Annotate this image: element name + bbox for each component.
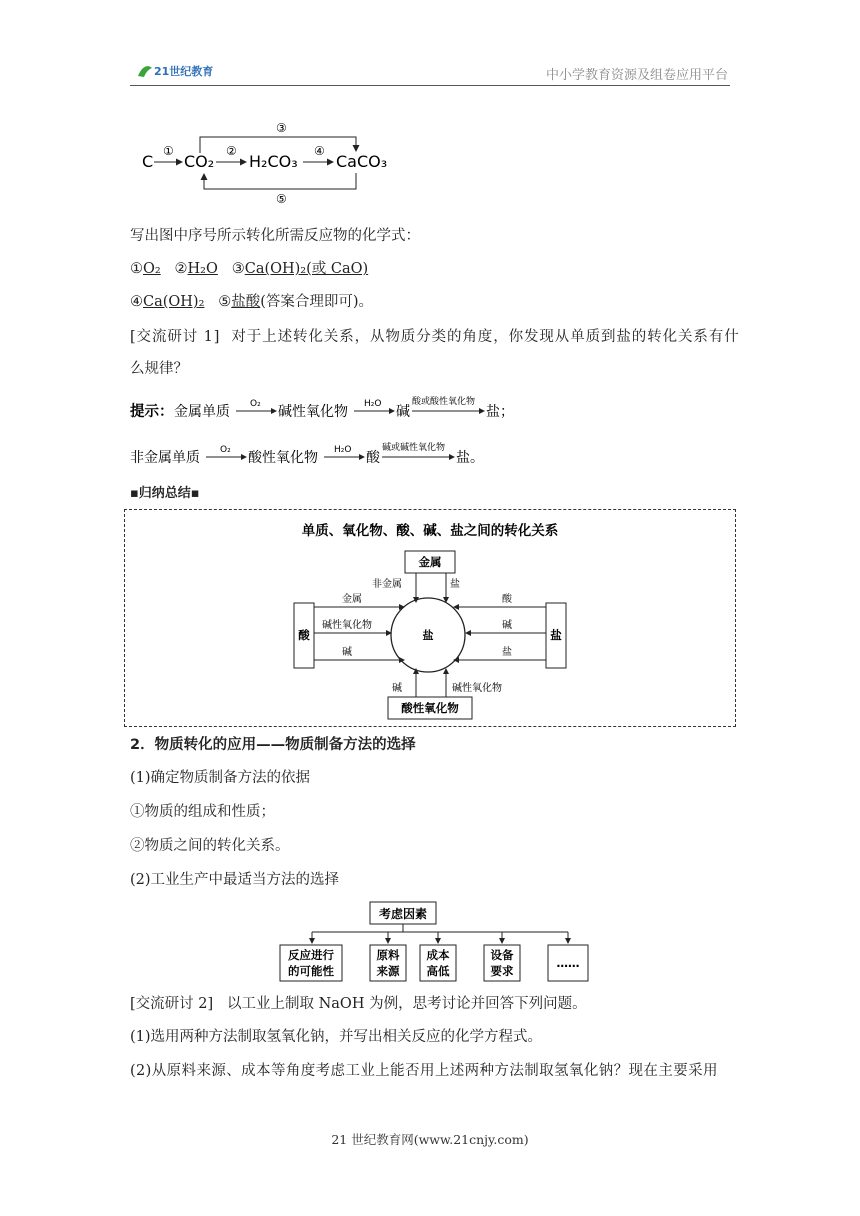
scheme-step-1: ①	[163, 144, 174, 158]
label-left-3: 碱	[342, 647, 352, 658]
scheme-c: C	[142, 152, 154, 171]
factor-1-line-2: 的可能性	[288, 964, 334, 978]
center-salt-label: 盐	[422, 629, 434, 642]
factor-2-line-1: 原料	[376, 948, 400, 962]
page-footer: 21 世纪教育网(www.21cnjy.com)	[331, 1132, 529, 1147]
hint-o2-2: O₂	[220, 445, 231, 455]
hint-metal-single: 金属单质	[174, 404, 230, 420]
label-top-left: 非金属	[372, 579, 402, 590]
header-divider	[130, 85, 730, 86]
factor-3-line-2: 高低	[426, 964, 450, 978]
research-2-q1: (1)选用两种方法制取氢氧化钠，并写出相关反应的化学方程式。	[130, 1029, 543, 1045]
scheme-step-2: ②	[226, 144, 237, 158]
research-1-line-1: [交流研讨 1] 对于上述转化关系，从物质分类的角度，你发现从单质到盐的转化关系有什	[130, 329, 740, 345]
question-intro: 写出图中序号所示转化所需反应物的化学式：	[130, 228, 420, 244]
scheme-step-3-num4: ④	[314, 144, 325, 158]
answers-line-1: ①O₂ ②H₂O ③Ca(OH)₂(或 CaO)	[130, 261, 369, 277]
label-bottom-left: 碱	[392, 683, 402, 694]
hint-salt-2: 盐。	[456, 450, 484, 466]
hint-label: 提示：	[130, 404, 174, 420]
scheme-step-5: ⑤	[276, 192, 287, 206]
hint-basic-oxide: 碱性氧化物	[278, 404, 348, 420]
svg-text:21世纪教育: 21世纪教育	[154, 65, 214, 78]
hint-metal-pathway	[130, 392, 530, 426]
factors-tree	[270, 896, 600, 986]
research-2-intro: [交流研讨 2] 以工业上制取 NaOH 为例，思考讨论并回答下列问题。	[130, 996, 587, 1012]
research-1-line-2: 么规律？	[130, 361, 188, 377]
factor-3-line-1: 成本	[426, 948, 450, 962]
factor-5: ……	[556, 956, 580, 970]
hint-base: 碱	[396, 404, 410, 420]
factors-root: 考虑因素	[378, 907, 428, 921]
hint-acid: 酸	[366, 450, 380, 466]
scheme-step-3: ③	[276, 121, 287, 135]
scheme-h2co3: H₂CO₃	[249, 152, 298, 171]
research-2-q2: (2)从原料来源、成本等角度考虑工业上能否用上述两种方法制取氢氧化钠？现在主要采用	[130, 1063, 718, 1079]
label-left-2: 碱性氧化物	[322, 620, 372, 631]
hint-acid-or-oxide: 酸或酸性氧化物	[412, 397, 476, 407]
box-acid-label: 酸	[298, 628, 310, 642]
platform-name: 中小学教育资源及组卷应用平台	[545, 68, 728, 83]
section-2-p1a: ①物质的组成和性质；	[130, 804, 275, 820]
hint-o2: O₂	[250, 399, 261, 409]
label-top-right: 盐	[450, 579, 460, 590]
box-metal-label: 金属	[418, 555, 442, 569]
hint-base-or-oxide: 碱或碱性氧化物	[382, 443, 446, 453]
scheme-co2: CO₂	[184, 152, 215, 171]
hint-h2o-2: H₂O	[334, 445, 352, 455]
section-2-heading: 2．物质转化的应用——物质制备方法的选择	[130, 737, 416, 753]
hint-salt: 盐；	[486, 404, 514, 420]
site-logo	[136, 62, 228, 80]
label-right-2: 碱	[502, 620, 512, 631]
hint-nonmetal-pathway	[130, 438, 530, 472]
hint-h2o: H₂O	[364, 399, 382, 409]
box-salt-label: 盐	[550, 628, 562, 642]
section-2-p2: (2)工业生产中最适当方法的选择	[130, 872, 340, 888]
diagram-title: 单质、氧化物、酸、碱、盐之间的转化关系	[301, 523, 559, 539]
conversion-diagram	[124, 509, 736, 727]
factor-4-line-1: 设备	[490, 948, 514, 962]
section-2-p1b: ②物质之间的转化关系。	[130, 838, 290, 854]
scheme-caco3: CaCO₃	[336, 152, 388, 171]
summary-heading: ▪归纳总结▪	[130, 486, 200, 501]
hint-acidic-oxide: 酸性氧化物	[248, 450, 318, 466]
factor-1-line-1: 反应进行	[288, 948, 334, 962]
reaction-scheme	[136, 115, 406, 210]
label-bottom-right: 碱性氧化物	[452, 683, 502, 694]
factor-4-line-2: 要求	[490, 964, 514, 978]
label-left-1: 金属	[342, 594, 362, 605]
box-acidic-oxide-label: 酸性氧化物	[401, 701, 459, 715]
label-right-1: 酸	[502, 594, 512, 605]
label-right-3: 盐	[502, 647, 512, 658]
section-2-p1: (1)确定物质制备方法的依据	[130, 770, 311, 786]
factor-2-line-2: 来源	[376, 964, 400, 978]
answers-line-2: ④Ca(OH)₂ ⑤盐酸(答案合理即可)。	[130, 294, 374, 310]
hint-nonmetal-single: 非金属单质	[130, 450, 200, 466]
